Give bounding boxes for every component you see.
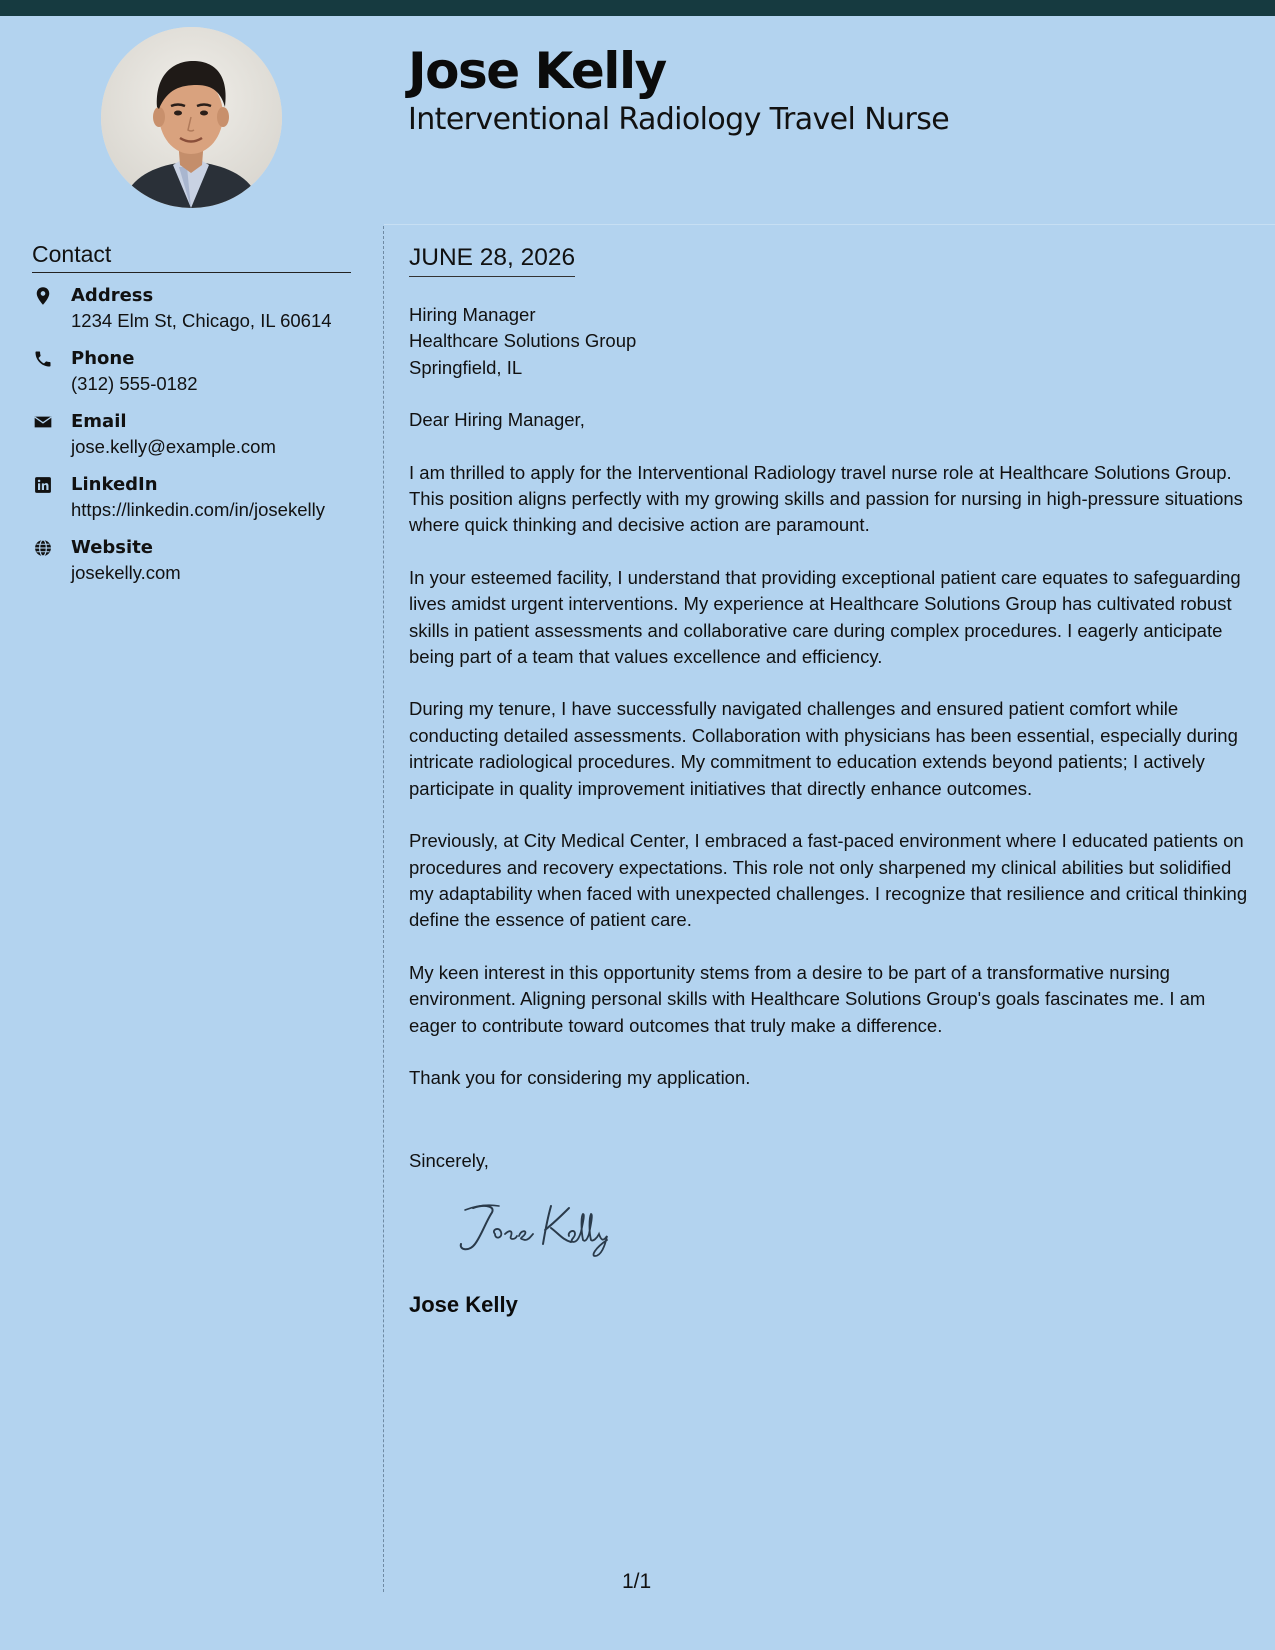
map-pin-icon bbox=[33, 286, 53, 306]
body-paragraph: Previously, at City Medical Center, I embraced a fast-paced environment where I educated patients on procedures and recovery expectations. This role not only sharpened my clinical abilities but solidified my adaptability when faced with unexpected challenges. I recognize that resilience and critical thinking define the essence of patient care. bbox=[409, 830, 1248, 931]
phone-value: (312) 555-0182 bbox=[71, 373, 198, 394]
recipient-line: Healthcare Solutions Group bbox=[409, 330, 637, 352]
job-title: Interventional Radiology Travel Nurse bbox=[408, 102, 950, 137]
column-divider bbox=[383, 226, 384, 1592]
contact-list bbox=[32, 284, 372, 599]
contact-address bbox=[32, 284, 372, 347]
body-paragraph: During my tenure, I have successfully navigated challenges and ensured patient comfort while conducting detailed assessments. Collaboration with physicians has been essential, especially during intricate radiological procedures. My commitment to education extends beyond patients; I actively participate in quality improvement initiatives that directly enhance outcomes. bbox=[409, 698, 1238, 799]
profile-photo bbox=[101, 27, 282, 208]
website-value[interactable]: josekelly.com bbox=[71, 562, 181, 583]
recipient-line: Hiring Manager bbox=[409, 304, 536, 325]
phone-icon bbox=[33, 349, 53, 369]
body-paragraph: In your esteemed facility, I understand that providing exceptional patient care equates to safeguarding lives amidst urgent interventions. My experience at Healthcare Solutions Group has cultivated robust skills in patient assessments and collaborative care during complex procedures. I eagerly anticipate being part of a team that values excellence and efficiency. bbox=[409, 566, 1241, 668]
body-paragraph: I am thrilled to apply for the Interventional Radiology travel nurse role at Healthcare Solutions Group. This position aligns perfectly with my growing skills and passion for nursing in high-pressure situations where quick thinking and decisive action are paramount. bbox=[409, 461, 1243, 536]
thank-you-line: Thank you for considering my application. bbox=[409, 1066, 751, 1088]
globe-icon bbox=[33, 538, 53, 558]
contact-linkedin bbox=[32, 473, 372, 536]
handwritten-signature bbox=[455, 1200, 635, 1260]
letter-date: JUNE 28, 2026 bbox=[409, 244, 575, 277]
contact-label: LinkedIn bbox=[71, 474, 158, 495]
contact-label: Email bbox=[71, 411, 127, 432]
contact-label: Website bbox=[71, 537, 154, 558]
linkedin-value[interactable]: https://linkedin.com/in/josekelly bbox=[71, 499, 325, 520]
contact-heading: Contact bbox=[32, 241, 351, 273]
linkedin-icon bbox=[33, 475, 53, 495]
recipient-block bbox=[409, 302, 1249, 381]
contact-label: Address bbox=[71, 285, 154, 306]
envelope-icon bbox=[33, 412, 53, 432]
contact-email bbox=[32, 410, 372, 473]
recipient-line: Springfield, IL bbox=[409, 356, 523, 378]
signed-name: Jose Kelly bbox=[409, 1292, 518, 1317]
email-value: jose.kelly@example.com bbox=[71, 436, 276, 457]
portrait-image bbox=[101, 27, 282, 208]
body-paragraph: My keen interest in this opportunity stems from a desire to be part of a transformative nursing environment. Aligning personal skills with Healthcare Solutions Group's goals fascinates me. I am eager to contribute toward outcomes that truly make a difference. bbox=[409, 961, 1206, 1036]
top-accent-bar bbox=[0, 0, 1275, 16]
letter-body bbox=[409, 302, 1249, 1117]
closing: Sincerely, bbox=[409, 1150, 489, 1171]
page-number: 1/1 bbox=[622, 1570, 652, 1593]
address-value: 1234 Elm St, Chicago, IL 60614 bbox=[71, 310, 332, 331]
salutation: Dear Hiring Manager, bbox=[409, 409, 585, 431]
applicant-name: Jose Kelly bbox=[408, 42, 666, 100]
header-divider bbox=[384, 224, 1275, 225]
contact-website bbox=[32, 536, 372, 599]
contact-label: Phone bbox=[71, 348, 135, 369]
contact-phone bbox=[32, 347, 372, 410]
